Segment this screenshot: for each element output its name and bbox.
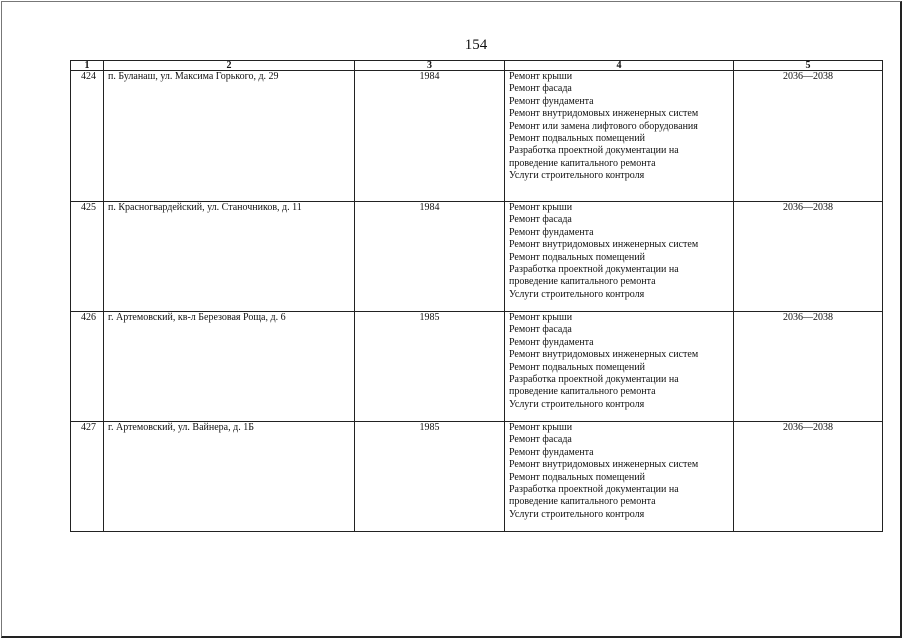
- column-header-5: 5: [734, 61, 883, 71]
- work-item: Разработка проектной документации на: [509, 484, 679, 496]
- column-header-4: 4: [505, 61, 734, 71]
- repair-period: 2036—2038: [734, 71, 883, 202]
- work-item: проведение капитального ремонта: [509, 276, 656, 288]
- row-number: 425: [71, 202, 104, 312]
- work-item: Ремонт внутридомовых инженерных систем: [509, 108, 699, 120]
- column-header-1: 1: [71, 61, 104, 71]
- work-item: Ремонт крыши: [509, 312, 573, 323]
- work-item: проведение капитального ремонта: [509, 157, 656, 169]
- work-item: Ремонт подвальных помещений: [509, 251, 645, 263]
- table-header-row: [71, 61, 883, 71]
- repair-period: 2036—2038: [734, 312, 883, 422]
- building-address: п. Буланаш, ул. Максима Горького, д. 29: [104, 71, 355, 202]
- repair-schedule-table: [70, 60, 883, 532]
- work-item: Услуги строительного контроля: [509, 170, 645, 182]
- table-row: [71, 71, 883, 202]
- work-item: Услуги строительного контроля: [509, 508, 645, 520]
- work-item: Ремонт фундамента: [509, 226, 594, 238]
- work-item: проведение капитального ремонта: [509, 386, 656, 398]
- work-item: Ремонт подвальных помещений: [509, 471, 645, 483]
- work-item: Разработка проектной документации на: [509, 264, 679, 276]
- building-address: г. Артемовский, кв-л Березовая Роща, д. 6: [104, 312, 355, 422]
- work-item: проведение капитального ремонта: [509, 496, 656, 508]
- construction-year: 1984: [355, 71, 505, 202]
- table-row: [71, 312, 883, 422]
- building-address: п. Красногвардейский, ул. Станочников, д. 11: [104, 202, 355, 312]
- work-item: Разработка проектной документации на: [509, 145, 679, 157]
- building-address: г. Артемовский, ул. Вайнера, д. 1Б: [104, 422, 355, 532]
- work-item: Услуги строительного контроля: [509, 288, 645, 300]
- work-item: Ремонт фасада: [509, 324, 572, 336]
- work-item: Ремонт крыши: [509, 422, 573, 433]
- work-item: Ремонт фундамента: [509, 95, 594, 107]
- work-item: Ремонт внутридомовых инженерных систем: [509, 459, 699, 471]
- construction-year: 1984: [355, 202, 505, 312]
- row-number: 427: [71, 422, 104, 532]
- column-header-2: 2: [104, 61, 355, 71]
- work-item: Ремонт или замена лифтового оборудования: [509, 120, 698, 132]
- work-item: Разработка проектной документации на: [509, 374, 679, 386]
- work-item: Ремонт фундамента: [509, 336, 594, 348]
- work-item: Ремонт крыши: [509, 71, 573, 82]
- works-list: [505, 202, 734, 312]
- work-item: Ремонт внутридомовых инженерных систем: [509, 349, 699, 361]
- works-list: [505, 312, 734, 422]
- work-item: Ремонт фундамента: [509, 446, 594, 458]
- work-item: Ремонт подвальных помещений: [509, 361, 645, 373]
- row-number: 424: [71, 71, 104, 202]
- work-item: Ремонт фасада: [509, 434, 572, 446]
- work-item: Ремонт фасада: [509, 214, 572, 226]
- column-header-3: 3: [355, 61, 505, 71]
- works-list: [505, 422, 734, 532]
- works-list: [505, 71, 734, 202]
- repair-period: 2036—2038: [734, 202, 883, 312]
- work-item: Ремонт подвальных помещений: [509, 133, 645, 145]
- work-item: Ремонт крыши: [509, 202, 573, 213]
- work-item: Услуги строительного контроля: [509, 398, 645, 410]
- construction-year: 1985: [355, 312, 505, 422]
- work-item: Ремонт внутридомовых инженерных систем: [509, 239, 699, 251]
- repair-period: 2036—2038: [734, 422, 883, 532]
- row-number: 426: [71, 312, 104, 422]
- page-number: 154: [464, 37, 488, 53]
- table-row: [71, 202, 883, 312]
- table-row: [71, 422, 883, 532]
- work-item: Ремонт фасада: [509, 83, 572, 95]
- construction-year: 1985: [355, 422, 505, 532]
